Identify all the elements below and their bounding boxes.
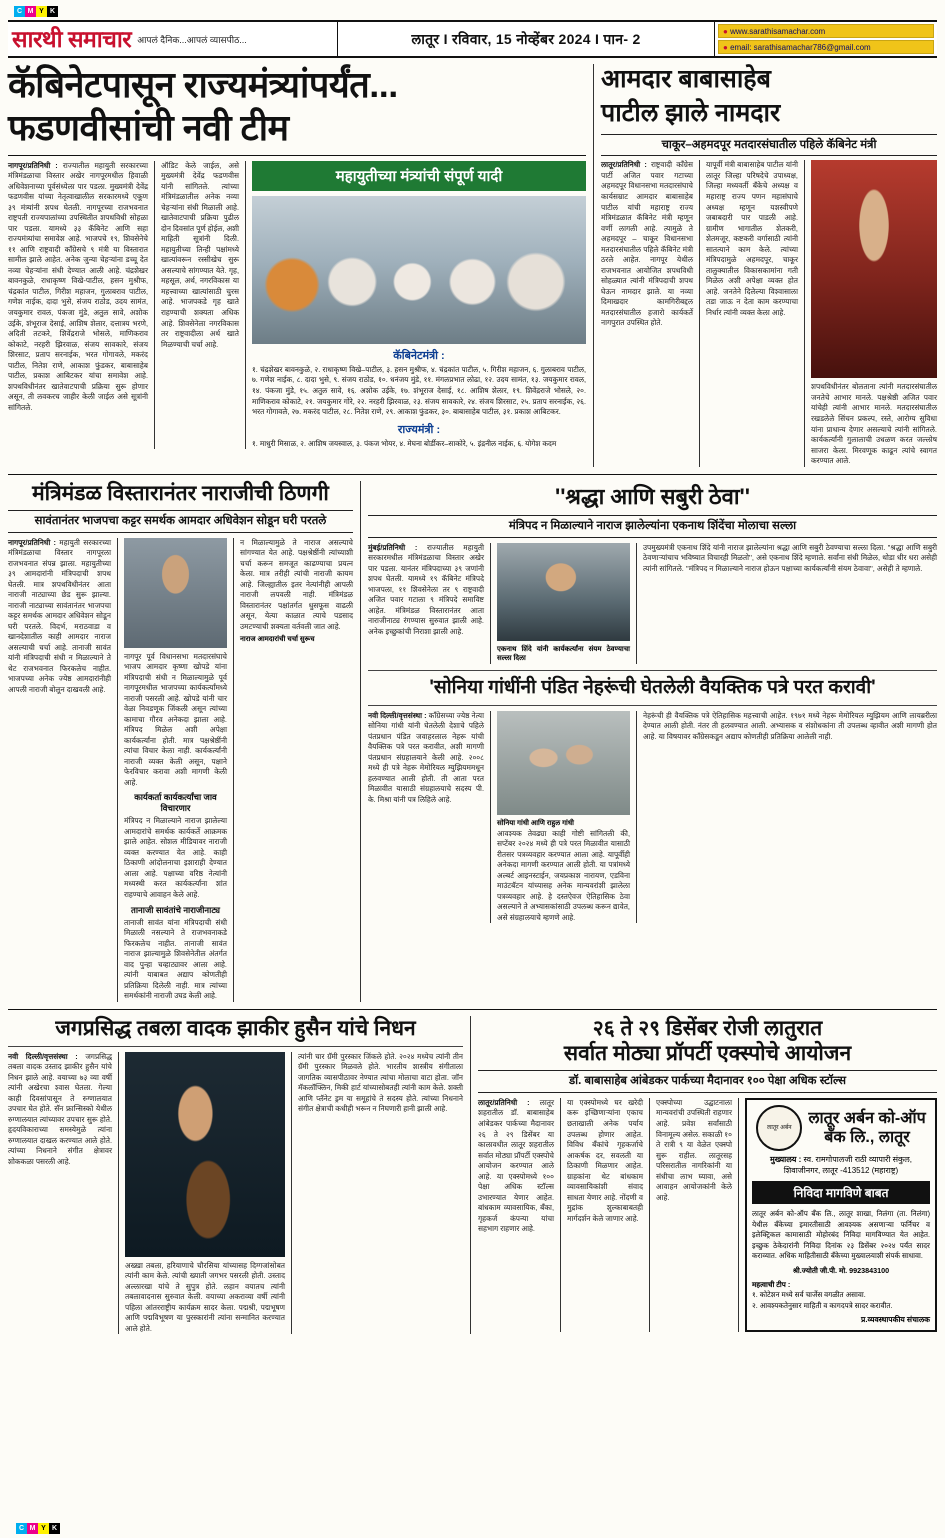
shraddha-col-2 [497,543,630,665]
bank-address: स्व. रामगोपालजी राठी व्यापारी संकुल, शिवाजीनगर, लातूर -413512 (महाराष्ट्र) [783,1154,912,1176]
bank-ad-title-1: लातूर अर्बन को-ऑप [808,1109,926,1127]
sonia-byline: नवी दिल्ली/वृत्तसंस्था : [368,710,427,720]
expo-col-3 [656,1098,732,1332]
masthead [8,20,937,58]
narajichi-sub2-head: तानाजी सावंतांचे नाराजीनाट्य [131,904,220,915]
sonia-col1-text: काँग्रेसच्या ज्येष्ठ नेत्या सोनिया गांधी यांनी घेतलेली देशाचे पहिले पंतप्रधान पंडित जवाहरलाल नेहरू यांची वैयक्तिक पत्रे परत करावीत, अशी मागणी पंतप्रधान संग्रहालयाने केली आहे. २००८ मध्ये ही पत्रे नेहरू मेमोरियल म्युझियममधून हलवण्यात आली होती. ती आता परत मिळावीत यासाठी संग्रहालयाचे सदस्य पी. के. मिश्रा यांनी पत्र लिहिले आहे. [368,710,484,804]
cabinet-ministers-body: १. चंद्रशेखर बावनकुळे, २. राधाकृष्ण विखे–पाटील, ३. हसन मुश्रीफ, ४. चंद्रकांत पाटील, ५. गिरीश महाजन, ६. गुलाबराव पाटील, ७. गणेश नाईक, ८. दादा भुसे, ९. संजय राठोड, १०. धनंजय मुंडे, ११. मंगलप्रभात लोढा, १२. उदय सामंत, १३. जयकुमार रावल, १४. पंकजा मुंडे, १५. अतुल सावे, १६. अशोक उईके, १७. शंभूराज देसाई, १८. आशिष शेलार, १९. शिवेंद्रराजे भोसले, २०. माणिकराव कोकाटे, २१. जयकुमार गोरे, २२. नरहरी झिरवाळ, २३. संजय सावकारे, २४. संजय शिरसाट, २५. प्रताप सरनाईक, २६. भरत गोगावले, २७. मकरंद पाटील, २८. नितेश राणे, २९. आकाश फुंडकर, ३०. बाबासाहेब पाटील, ३१. प्रकाश आबिटकर. [252,364,586,417]
reg-mark-bottom-c: C [16,1523,27,1534]
state-ministers-body: १. माधुरी मिसाळ, २. आशिष जयस्वाल, ३. पंकज भोयर, ४. मेघना बोर्डीकर–साकोरे, ५. इंद्रनील नाईक, ६. योगेश कदम [252,438,557,448]
narajichi-dek: सावंतानंतर भाजपचा कट्टर समर्थक आमदार अधिवेशन सोडून घरी परतले [34,514,327,527]
masthead-email-text: email: sarathisamachar786@gmail.com [730,43,871,52]
mla-col-2 [706,160,798,466]
mla-byline: लातूर/प्रतिनिधी : [601,160,647,170]
masthead-website-link[interactable]: ● www.sarathisamachar.com [718,24,934,38]
reg-mark-k: K [47,6,58,17]
shraddha-dek-box [368,515,937,538]
bank-note-head: महत्वाची टीप : [752,1279,791,1289]
bank-ad-body: लातूर अर्बन को-ऑप बँक लि., लातूर शाखा, निलंगा (ता. निलंगा) येथील बँकेच्या इमारतीसाठी आवश्यक असणाऱ्या फर्निचर व इलेक्ट्रिकल कामासाठी मोहोरबंद निविदा मागविण्यात येत आहेत. इच्छुक ठेकेदारांनी निविदा दिनांक २३ डिसेंबर २०२४ पर्यंत सादर कराव्यात. अधिक माहितीसाठी बँकेच्या मुख्यालयाशी संपर्क साधावा. [752,1209,930,1261]
cabinet-ministers-head: कॅबिनेटमंत्री : [393,349,445,362]
bottom-right-block [478,1016,937,1335]
mla-col-1 [601,160,693,466]
shraddha-col-1 [368,543,484,665]
expo-headline-2: सर्वात मोठ्या प्रॉपर्टी एक्स्पोचे आयोजन [563,1041,852,1065]
shraddha-headline: ''श्रद्धा आणि सबुरी ठेवा'' [554,483,751,509]
zakir-col-3 [298,1052,463,1335]
sonia-headline: 'सोनिया गांधींनी पंडित नेहरूंची घेतलेली वैयक्तिक पत्रे परत करावी' [429,677,876,699]
lead-byline: नागपूर/प्रतिनिधी : [8,160,58,170]
state-ministers-head: राज्यमंत्री : [397,423,441,436]
masthead-edition: लातूर I रविवार, 15 नोव्हेंबर 2024 I पान- 2 [338,22,715,56]
lead-headline-1: कॅबिनेटपासून राज्यमंत्र्यांपर्यंत... [8,64,398,105]
expo-col3-text: एक्स्पोच्या उद्घाटनाला मान्यवरांची उपस्थिती राहणार आहे. प्रवेश सर्वांसाठी विनामूल्य असेल. सकाळी १० ते रात्री ९ या वेळेत एक्स्पो सुरू राहील. लातूरसह परिसरातील नागरिकांनी या संधीचा लाभ घ्यावा, असे आवाहन आयोजकांनी केले आहे. [656,1097,732,1202]
bank-contact-phone: मो. 9923843100 [839,1265,890,1275]
lead-col-1 [8,161,148,449]
shraddha-photo-caption: एकनाथ शिंदे यांनी कार्यकर्त्यांना संयम ठेवण्याचा सल्ला दिला [497,645,630,663]
bank-ad-band: निविदा मागविणे बाबत [752,1181,930,1204]
bank-address-label: मुख्यालय : [770,1154,802,1164]
bank-note-2: २. आवश्यकतेनुसार माहिती व कागदपत्रे सादर करावीत. [752,1300,893,1310]
masthead-logo: सारथी समाचार [12,25,132,52]
reg-mark-y: Y [36,6,47,17]
shraddha-col1-text: राज्यातील महायुती सरकारमधील मंत्रिमंडळाचा विस्तार अखेर पार पडला. यानंतर मंत्रिपदाच्या ३९ जणांनी शपथ घेतली. यामध्ये १९ कॅबिनेट मंत्रिपदे भाजपला, ११ शिवसेनेला तर ९ राष्ट्रवादी अजित पवार गटाला ९ मंत्रिपदे समाविष्ट आहेत. मंत्रिमंडळ विस्तारानंतर आता नाराजीनाट्य रंगण्यास सुरुवात झाली आहे. अनेक इच्छुकांची निराशा झाली आहे. [368,542,484,636]
sonia-photo-caption: सोनिया गांधी आणि राहुल गांधी [497,819,574,827]
narajichi-sub1-body: मंत्रिपद न मिळाल्याने नाराज झालेल्या आमदारांचे समर्थक कार्यकर्ते आक्रमक झाले आहेत. सोशल मीडियावर नाराजी व्यक्त करण्यात येत आहे. काही ठिकाणी आंदोलनाचा इशाराही देण्यात आला आहे. पक्षाच्या वरिष्ठ नेत्यांनी मध्यस्थी करत कार्यकर्त्यांना शांत राहण्याचे आवाहन केले आहे. [124,816,227,899]
cabinet-list-block [252,161,586,449]
expo-col1-text: लातूर शहरातील डॉ. बाबासाहेब आंबेडकर पार्कच्या मैदानावर २६ ते २९ डिसेंबर या कालावधीत लातूर शहरातील सर्वात मोठ्या प्रॉपर्टी एक्स्पोचे आयोजन करण्यात आले आहे. या एक्स्पोमध्ये १०० पेक्षा अधिक स्टॉल्स उभारण्यात येणार आहेत. बांधकाम व्यावसायिक, बँका, गृहकर्ज कंपन्या यांचा सहभाग राहणार आहे. [478,1097,554,1234]
masthead-brand [8,22,338,56]
narajichi-col1-text: महायुती सरकारच्या मंत्रिमंडळाचा विस्तार नागपूरला राजभवनात संपन्न झाला. महायुतीच्या ३९ आमदारांनी मंत्रिपदाची शपथ घेतली. मात्र शपथविधीनंतर आता नाराजी नाट्याच्या छेड सुरू झाल्या. नाराजी नाट्याच्या सावंतानंतर भाजपचा कट्टर समर्थक आमदार अधिवेशन सोडून घरी परतले. विदर्भ, मराठवाडा व खानदेशातील काही आमदार नाराज असल्याची चर्चा आहे. तानाजी सावंत यांनी मंत्रिपदाची संधी न मिळाल्याने ते थेट राजभवनात फिरकलेच नाहीत. भाजपच्या अनेक ज्येष्ठ आमदारांनीही आपली नाराजी बोलून दाखवली आहे. [8,537,111,694]
bank-tender-ad [745,1098,937,1332]
sonia-col-2 [497,711,630,923]
lead-headline-2: फडणवीसांची नवी टीम [8,107,289,149]
bottom-section [8,1016,937,1335]
mla-story [601,64,937,467]
mla-col1-text: राष्ट्रवादी काँग्रेस पार्टी अजित पवार गटाच्या अहमदपूर विधानसभा मतदारसंघाचे कार्यसम्राट आमदार बाबासाहेब पाटील यांची महाराष्ट्र राज्य मंत्रिमंडळात कॅबिनेट मंत्री म्हणून वर्णी लागली आहे. त्यामुळे ते अहमदपूर – चाकूर विधानसभा मतदारसंघातील पहिले कॅबिनेट मंत्री ठरले आहेत. नागपूर येथील राजभवनात आयोजित शपथविधी सोहळ्यात त्यांनी मंत्रिपदाची शपथ घेऊन नामदार झाले. या नव्या दिमाखदार कामगिरीबद्दल मतदारसंघातील हजारो कार्यकर्ते नागपुरात उपस्थित होते. [601,160,693,328]
narajichi-body-row [8,538,353,1002]
reg-mark-m: M [25,6,36,17]
mla-headline-1: आमदार बाबासाहेब [601,65,771,93]
middle-right-block [368,481,937,1002]
lead-body-text: राज्यातील महायुती सरकारच्या मंत्रिमंडळाचा विस्तार अखेर नागपूरमधील हिवाळी अधिवेशनाच्या पूर्वसंध्येला पार पडला. मुख्यमंत्री देवेंद्र फडणवीस यांच्या नेतृत्वाखालील सरकारमध्ये एकूण ३९ मंत्र्यांनी शपथ घेतली. नागपूरच्या राजभवनात राष्ट्रपती राज्यपालांच्या उपस्थितीत शपथविधी सोहळा पार पडला. यामध्ये ३३ कॅबिनेट आणि सहा राज्यमंत्र्यांचा समावेश आहे. भाजपचे १९, शिवसेनेचे ११ आणि राष्ट्रवादी काँग्रेसचे ९ मंत्री या विस्तारात सामील झाले आहेत. अनेक जुन्या चेहऱ्यांना डच्चू देत नव्या चेहऱ्यांना संधी देण्यात आली आहे. चंद्रशेखर बावनकुळे, राधाकृष्ण विखे-पाटील, हसन मुश्रीफ, चंद्रकांत पाटील, गिरीश महाजन, गुलाबराव पाटील, गणेश नाईक, दादा भुसे, संजय राठोड, उदय सामंत, जयकुमार रावल, पंकजा मुंडे, अतुल सावे, अशोक उईके, शंभूराज देसाई, आशिष शेलार, दत्तात्रय भरणे, अदिती तटकरे, शिवेंद्रराजे भोसले, माणिकराव कोकाटे, नरहरी झिरवाळ, संजय सावकारे, संजय शिरसाट, प्रताप सरनाईक, भरत गोगावले, मकरंद पाटील, नितेश राणे, आकाश फुंडकर, बाबासाहेब पाटील, प्रकाश आबिटकर यांचा समावेश आहे. शपथविधीनंतर खातेवाटपाची प्रक्रिया सुरू होणार असून, ती लवकरच जाहीर केली जाईल असे सूत्रांनी सांगितले. [8,160,148,412]
sonia-col3-text: नेहरूंची ही वैयक्तिक पत्रे ऐतिहासिक महत्त्वाची आहेत. १९७१ मध्ये नेहरू मेमोरियल म्युझियम आणि लायब्ररीला देण्यात आली होती. नंतर ती हलवण्यात आली. अभ्यासक व संशोधकांना ती उपलब्ध व्हावीत अशी मागणी होत आहे. या विषयावर काँग्रेसकडून अद्याप कोणतीही प्रतिक्रिया आलेली नाही. [643,710,937,741]
narajichi-sub2-body: तानाजी सावंत यांना मंत्रिपदाची संधी मिळाली नसल्याने ते राजभवनाकडे फिरकलेच नाहीत. तानाजी सावंत नाराज झाल्यामुळे शिवसेनेतील अंतर्गत वाद पुन्हा चव्हाट्यावर आला आहे. त्यांनी याबाबत अद्याप कोणतीही प्रतिक्रिया दिलेली नाही. मात्र त्यांच्या समर्थकांनी नाराजी उघड केली आहे. [124,917,227,1001]
bank-ad-sign: प्र.व्यवस्थापकीय संचालक [861,1315,930,1325]
zakir-col-1 [8,1052,112,1335]
expo-col-1 [478,1098,554,1332]
reg-mark-bottom-k: K [49,1523,60,1534]
bank-note-1: १. कोटेशन मध्ये सर्व चार्जेस वगळीत असावा. [752,1290,866,1300]
naraj-mla-photo [124,538,227,648]
mla-col2-text: यापूर्वी मंत्री बाबासाहेब पाटील यांनी लातूर जिल्हा परिषदेचे उपाध्यक्ष, जिल्हा मध्यवर्ती बँकेचे अध्यक्ष व महाराष्ट्र राज्य पणन महासंघाचे अध्यक्ष म्हणून यशस्वीपणे जबाबदारी पार पाडली आहे. ग्रामीण भागातील शेतकरी, शेतमजूर, कष्टकरी वर्गासाठी त्यांनी सातत्याने काम केले. त्यांच्या मंत्रिपदामुळे अहमदपूर, चाकूर तालुक्यातील विकासकामांना गती मिळेल अशी अपेक्षा व्यक्त होत आहे. जनतेने दिलेल्या विश्वासाला तडा जाऊ न देता काम करण्याचा निर्धार त्यांनी व्यक्त केला आहे. [706,160,798,317]
zakir-col-2 [125,1052,285,1335]
mla-body-row [601,160,937,466]
expo-headline-1: २६ ते २९ डिसेंबर रोजी लातुरात [592,1016,823,1040]
zakir-col2-text: अख्खा तबला, हरियाणाचे चौरसिया यांच्यासह दिग्गजांसोबत त्यांनी काम केले. त्यांची ख्याती जगभर पसरली होती. उस्ताद अल्लारखा यांचे ते सुपुत्र होते. लहान वयातच त्यांनी तबलावादनास सुरुवात केली. वयाच्या अकराव्या वर्षी त्यांनी पहिला आंतरराष्ट्रीय कार्यक्रम सादर केला. पद्मश्री, पद्मभूषण आणि पद्मविभूषण या पुरस्कारांनी त्यांना सन्मानित करण्यात आले होते. [125,1260,285,1333]
narajichi-byline: नागपूर/प्रतिनिधी : [8,537,56,547]
mla-col3-text: शपथविधीनंतर बोलताना त्यांनी मतदारसंघातील जनतेचे आभार मानले. पक्षश्रेष्ठी अजित पवार यांचेही त्यांनी आभार मानले. मतदारसंघातील रखडलेले सिंचन प्रकल्प, रस्ते, आरोग्य सुविधा यांना प्राधान्य देणार असल्याचे त्यांनी सांगितले. कार्यकर्त्यांनी गुलालाची उधळण करत जल्लोष साजरा केला. मिरवणूक काढून त्यांचे स्वागत करण्यात आले. [811,382,937,466]
lead-col2-text: ऑडिट केले जाईल, असे मुख्यमंत्री देवेंद्र फडणवीस यांनी सांगितले. त्यांच्या मंत्रिमंडळातील अनेक नव्या चेहऱ्यांना संधी मिळाली आहे. खातेवाटपाची प्रक्रिया पुढील दोन दिवसांत पूर्ण होईल, अशी माहिती सूत्रांनी दिली. महायुतीच्या तिन्ही पक्षांमध्ये खात्यांवरून रस्सीखेच सुरू असल्याचे सांगण्यात येते. गृह, महसूल, अर्थ, नगरविकास या महत्त्वाच्या खात्यांसाठी चुरस आहे. भाजपकडे गृह खाते राहण्याची शक्यता अधिक आहे. शिवसेनेला नगरविकास तर राष्ट्रवादीला अर्थ खाते मिळण्याची चर्चा आहे. [161,160,239,349]
narajichi-col-3 [240,538,353,1002]
reg-mark-c: C [14,6,25,17]
cabinet-list-banner: महायुतीच्या मंत्र्यांची संपूर्ण यादी [252,161,586,191]
expo-dek: डॉ. बाबासाहेब आंबेडकर पार्कच्या मैदानावर १०० पेक्षा अधिक स्टॉल्स [568,1075,847,1088]
zakir-col3-text: त्यांनी चार ग्रॅमी पुरस्कार जिंकले होते. २०२४ मध्येच त्यांनी तीन ग्रॅमी पुरस्कार मिळवले होते. भारतीय शास्त्रीय संगीताला जागतिक व्यासपीठावर नेण्यात त्यांचा मोलाचा वाटा होता. जॉन मॅकलॉफ्लिन, मिकी हार्ट यांच्यासोबतही त्यांनी काम केले. शक्ती आणि प्लॅनेट ड्रम या समूहांचे ते सदस्य होते. त्यांच्या निधनाने संगीत क्षेत्राची कधीही भरून न निघणारी हानी झाली आहे. [298,1051,463,1114]
bank-seal-text: लातूर अर्बन [767,1124,792,1131]
masthead-tagline: आपलं दैनिक...आपलं व्यासपीठ... [137,34,247,45]
zakir-col1-text: जगप्रसिद्ध तबला वादक उस्ताद झाकीर हुसैन यांचे निधन झाले आहे. वयाच्या ७३ व्या वर्षी त्यांनी अखेरचा श्वास घेतला. गेल्या काही दिवसांपासून ते रुग्णालयात उपचार घेत होते. सॅन फ्रान्सिस्को येथील रुग्णालयात त्यांच्यावर उपचार सुरू होते. हृदयविकाराच्या समस्येमुळे त्यांना रुग्णालयात दाखल करण्यात आले होते. त्यांच्या निधनाने संगीत क्षेत्रावर शोककळा पसरली आहे. [8,1051,112,1166]
sonia-rahul-gandhi-photo [497,711,630,815]
expo-col-2 [567,1098,643,1332]
sonia-col-1 [368,711,484,923]
narajichi-col-2 [124,538,227,1002]
lead-col-2 [161,161,239,449]
expo-byline: लातूर/प्रतिनिधी : [478,1097,530,1107]
zakir-headline: जगप्रसिद्ध तबला वादक झाकीर हुसैन यांचे निधन [55,1016,416,1040]
shraddha-col2-text: उपमुख्यमंत्री एकनाथ शिंदे यांनी नाराज झालेल्यांना श्रद्धा आणि सबुरी ठेवण्याचा सल्ला दिला. ''श्रद्धा आणि सबुरी ठेवणाऱ्यांचाच भविष्यात विचारही मिळतो'', असे एकनाथ शिंदे म्हणाले. सर्वांना संधी मिळेल, थोडा धीर धरा असेही त्यांनी सांगितले. ''मंत्रिपद न मिळाल्याने नाराज होऊन पक्षाच्या कार्यकर्त्यांनी संयम ठेवावा'', असेही ते म्हणाले. [643,542,937,573]
shraddha-byline: मुंबई/प्रतिनिधी : [368,542,418,552]
narajichi-col-1 [8,538,111,1002]
narajichi-col2-text: नागपूर पूर्व विधानसभा मतदारसंघाचे भाजप आमदार कृष्णा खोपडे यांना मंत्रिपदाची संधी न मिळाल्यामुळे पूर्व नागपूरमधील भाजपच्या कार्यकर्त्यांमध्ये नाराजी पसरली आहे. खोपडे यांनी चार वेळा निवडणूक जिंकली असून त्यांच्या कामाचा गौरव अनेकदा झाला आहे. मंत्रिपद मिळेल अशी अपेक्षा कार्यकर्त्यांना होती. मात्र पक्षश्रेष्ठींनी त्यांचा विचार केला नाही. कार्यकर्त्यांनी नाराजी व्यक्त केली असून, पक्षाने फेरविचार करावा अशी मागणी केली आहे. [124,651,227,787]
narajichi-headline: मंत्रिमंडळ विस्तारानंतर नाराजीची ठिणगी [32,481,329,505]
middle-section [8,481,937,1002]
masthead-website-text: www.sarathisamachar.com [730,27,826,36]
reg-mark-bottom-m: M [27,1523,38,1534]
mla-dek: चाकूर–अहमदपूर मतदारसंघातील पहिले कॅबिनेट मंत्री [661,138,877,151]
shraddha-body-row [368,543,937,665]
registration-marks-bottom [16,1523,62,1534]
expo-body-row [478,1098,937,1332]
bank-ad-title-2: बँक लि., लातूर [824,1128,910,1146]
masthead-email-link[interactable]: ● email: sarathisamachar786@gmail.com [718,40,934,54]
babasaheb-patil-photo [811,160,937,378]
reg-mark-bottom-y: Y [38,1523,49,1534]
sonia-body-row [368,711,937,923]
zakir-byline: नवी दिल्ली/वृत्तसंस्था : [8,1051,78,1061]
sonia-col-3 [643,711,937,923]
narajichi-dek-box [8,510,353,533]
mla-headline-2: पाटील झाले नामदार [601,99,781,128]
zakir-hussain-photo [125,1052,285,1257]
eknath-shinde-photo [497,543,630,641]
zakir-body-row [8,1052,463,1335]
narajichi-col3-text: न मिळाल्यामुळे ते नाराज असल्याचे सांगण्यात येत आहे. पक्षश्रेष्ठींनी त्यांच्याशी चर्चा करून समजूत काढण्याचा प्रयत्न केला. मात्र तरीही त्यांची नाराजी कायम आहे. जिल्ह्यातील इतर नेत्यांनीही आपली नाराजी लपवली नाही. मंत्रिमंडळ विस्तारानंतर पक्षांतर्गत धुसफूस वाढली असून, येत्या काळात त्याचे पडसाद उमटण्याची शक्यता वर्तवली जात आहे. [240,537,353,631]
narajichi-sub1-head: कार्यकर्ता कार्यकर्त्यांचा जाव विचारणार [134,792,217,814]
lead-block [8,64,586,467]
shraddha-dek: मंत्रिपद न मिळाल्याने नाराज झालेल्यांना एकनाथ शिंदेंचा मोलाचा सल्ला [508,519,797,532]
top-section [8,64,937,467]
mla-dek-box [601,134,937,157]
shraddha-col-3 [643,543,937,665]
story-narajichi [8,481,353,1002]
lead-body-row [8,161,586,449]
bank-contact-name: श्री.ज्योती जी.पी. [792,1265,838,1275]
registration-marks-top [14,6,60,17]
narajichi-photo-caption: नाराज आमदारांची चर्चा सुरूच [240,636,315,644]
bank-seal-icon [756,1105,802,1151]
masthead-contact [715,22,937,56]
mahayuti-leaders-photo [252,196,586,344]
story-zakir [8,1016,463,1335]
expo-dek-box [478,1070,937,1093]
expo-col2-text: या एक्स्पोमध्ये घर खरेदी करू इच्छिणाऱ्यांना एकाच छताखाली अनेक पर्याय उपलब्ध होणार आहेत. विविध बँकांचे गृहकर्जाचे आकर्षक दर, सवलती या ठिकाणी मिळणार आहेत. ग्राहकांना थेट बांधकाम व्यावसायिकांशी संवाद साधता येणार आहे. नोंदणी व मुद्रांक शुल्काबाबतही मार्गदर्शन केले जाणार आहे. [567,1097,643,1223]
sonia-col2-text: आवश्यक तेवढ्या काही गोष्टी सांगितली की, सप्टेंबर २०२४ मध्ये ही पत्रे परत मिळावीत यासाठी रीतसर पत्रव्यवहार करण्यात आला आहे. यापूर्वीही अनेकदा मागणी करण्यात आली होती. या पत्रांमध्ये अल्बर्ट आइनस्टाईन, जयप्रकाश नारायण, एडविना माउंटबॅटन यांच्यासह अनेक मान्यवरांशी झालेला पत्रव्यवहार आहे. हे दस्तऐवज ऐतिहासिक ठेवा असल्याने ते अभ्यासकांसाठी उपलब्ध करून द्यावेत, असे संग्रहालयाचे म्हणणे आहे. [497,828,630,922]
mla-col-3 [811,160,937,466]
